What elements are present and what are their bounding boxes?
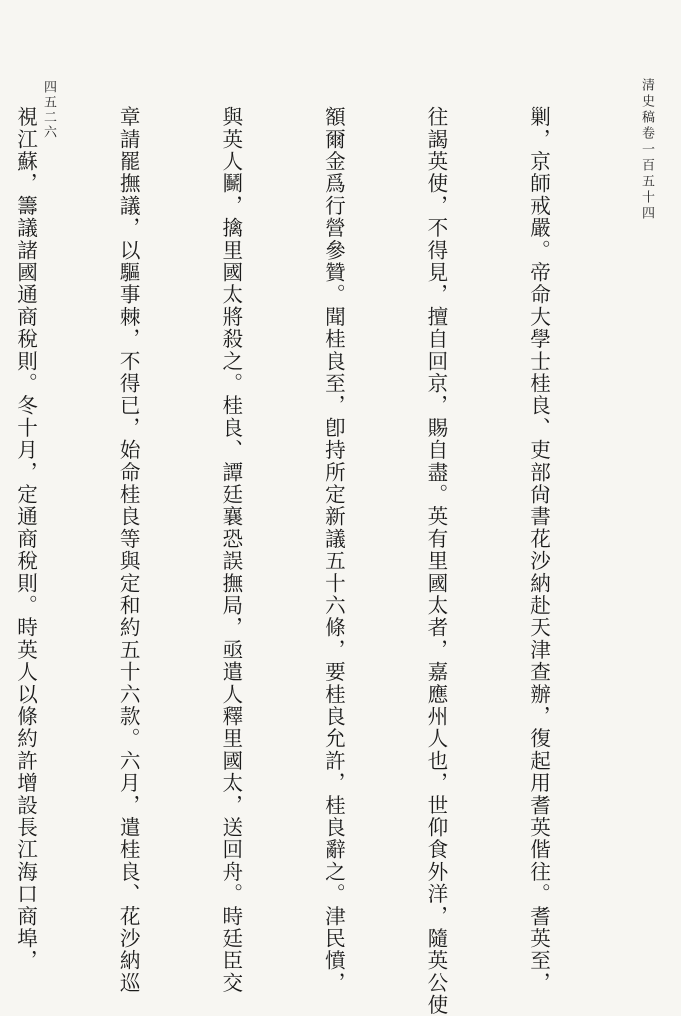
text-column: 剿，京師戒嚴。帝命大學士桂良、吏部尙書花沙納赴天津查辦，復起用耆英偕往。耆英至， xyxy=(526,106,551,994)
text-column: 與英人鬭，擒里國太將殺之。桂良、譚廷襄恐誤撫局，亟遣人釋里國太，送回舟。時廷臣交 xyxy=(218,106,243,994)
text-column: 往謁英使，不得見，擅自回京，賜自盡。英有里國太者，嘉應州人也，世仰食外洋，隨英公使 xyxy=(423,106,448,1016)
page-number: 四五二六 xyxy=(41,80,56,140)
running-title: 清史稿卷一百五十四 xyxy=(639,78,654,222)
text-column: 章請罷撫議，以驅事棘，不得已，始命桂良等與定和約五十六款。六月，遣桂良、花沙納巡 xyxy=(116,106,141,994)
text-column: 視江蘇，籌議諸國通商稅則。冬十月，定通商稅則。時英人以條約許增設長江海口商埠， xyxy=(13,106,38,972)
text-column: 額爾金爲行營參贊。聞桂良至，卽持所定新議五十六條，要桂良允許，桂良辭之。津民憤， xyxy=(321,106,346,994)
